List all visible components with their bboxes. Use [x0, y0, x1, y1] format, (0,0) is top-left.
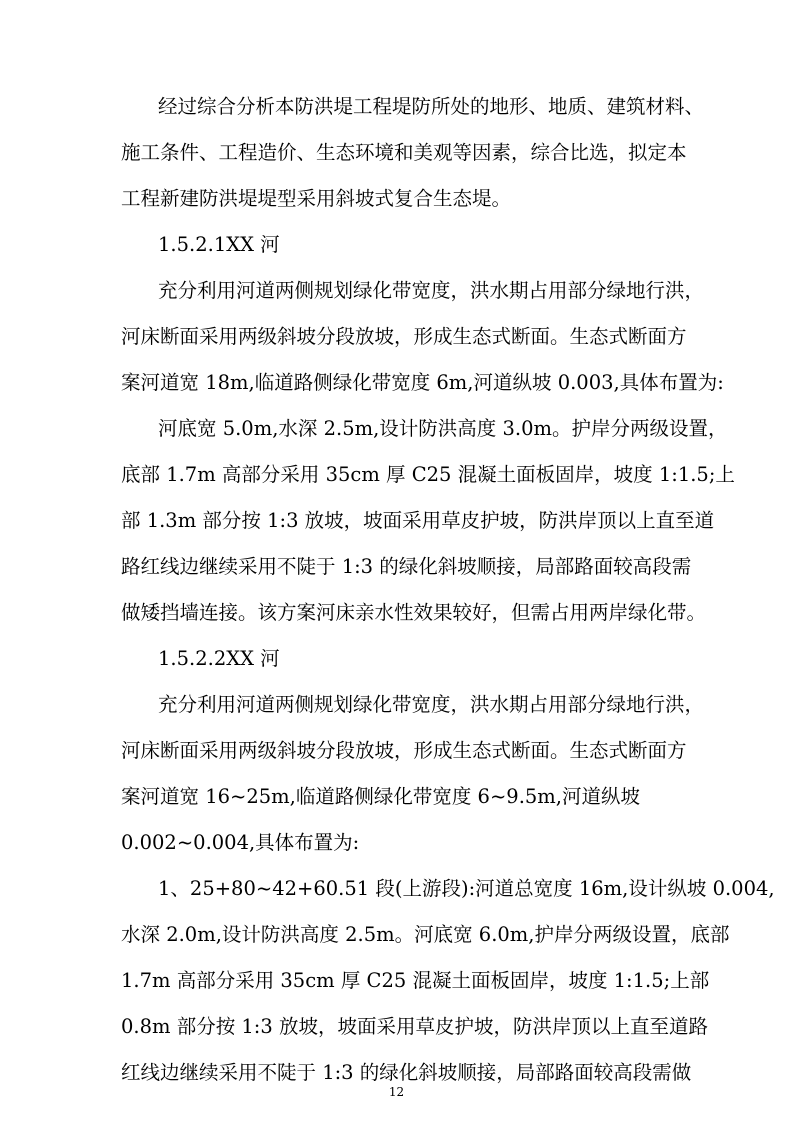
text-line: 河床断面采用两级斜坡分段放坡，形成生态式断面。生态式断面方: [121, 325, 687, 348]
text-line: 河底宽 5.0m,水深 2.5m,设计防洪高度 3.0m。护岸分两级设置，: [158, 417, 728, 440]
text-line: 红线边继续采用不陡于 1:3 的绿化斜坡顺接，局部路面较高段需做: [121, 1061, 692, 1084]
text-line: 0.8m 部分按 1:3 放坡，坡面采用草皮护坡，防洪岸顶以上直至道路: [121, 1015, 708, 1038]
text-line: 充分利用河道两侧规划绿化带宽度，洪水期占用部分绿地行洪，: [158, 693, 705, 716]
text-line: 施工条件、工程造价、生态环境和美观等因素，综合比选，拟定本: [121, 141, 687, 164]
page-number: 12: [388, 1085, 405, 1099]
text-line: 1、25+80~42+60.51 段(上游段):河道总宽度 16m,设计纵坡 0.004,: [158, 877, 775, 900]
text-line: 水深 2.0m,设计防洪高度 2.5m。河底宽 6.0m,护岸分两级设置，底部: [121, 923, 730, 946]
text-line: 河床断面采用两级斜坡分段放坡，形成生态式断面。生态式断面方: [121, 739, 687, 762]
text-line: 工程新建防洪堤堤型采用斜坡式复合生态堤。: [121, 187, 512, 210]
text-line: 案河道宽 18m,临道路侧绿化带宽度 6m,河道纵坡 0.003,具体布置为:: [121, 371, 724, 394]
text-line: 充分利用河道两侧规划绿化带宽度，洪水期占用部分绿地行洪，: [158, 279, 705, 302]
text-line: 案河道宽 16~25m,临道路侧绿化带宽度 6~9.5m,河道纵坡: [121, 785, 640, 808]
text-line: 1.7m 高部分采用 35cm 厚 C25 混凝土面板固岸，坡度 1:1.5;上部: [121, 969, 710, 992]
text-line: 部 1.3m 部分按 1:3 放坡，坡面采用草皮护坡，防洪岸顶以上直至道: [121, 509, 715, 532]
text-line: 经过综合分析本防洪堤工程堤防所处的地形、地质、建筑材料、: [158, 95, 705, 118]
text-line: 0.002~0.004,具体布置为:: [121, 831, 360, 854]
section-heading: 1.5.2.2XX 河: [158, 647, 280, 670]
section-heading: 1.5.2.1XX 河: [158, 233, 280, 256]
text-line: 做矮挡墙连接。该方案河床亲水性效果较好，但需占用两岸绿化带。: [121, 601, 707, 624]
text-line: 底部 1.7m 高部分采用 35cm 厚 C25 混凝土面板固岸，坡度 1:1.5;上: [121, 463, 735, 486]
text-line: 路红线边继续采用不陡于 1:3 的绿化斜坡顺接，局部路面较高段需: [121, 555, 692, 578]
